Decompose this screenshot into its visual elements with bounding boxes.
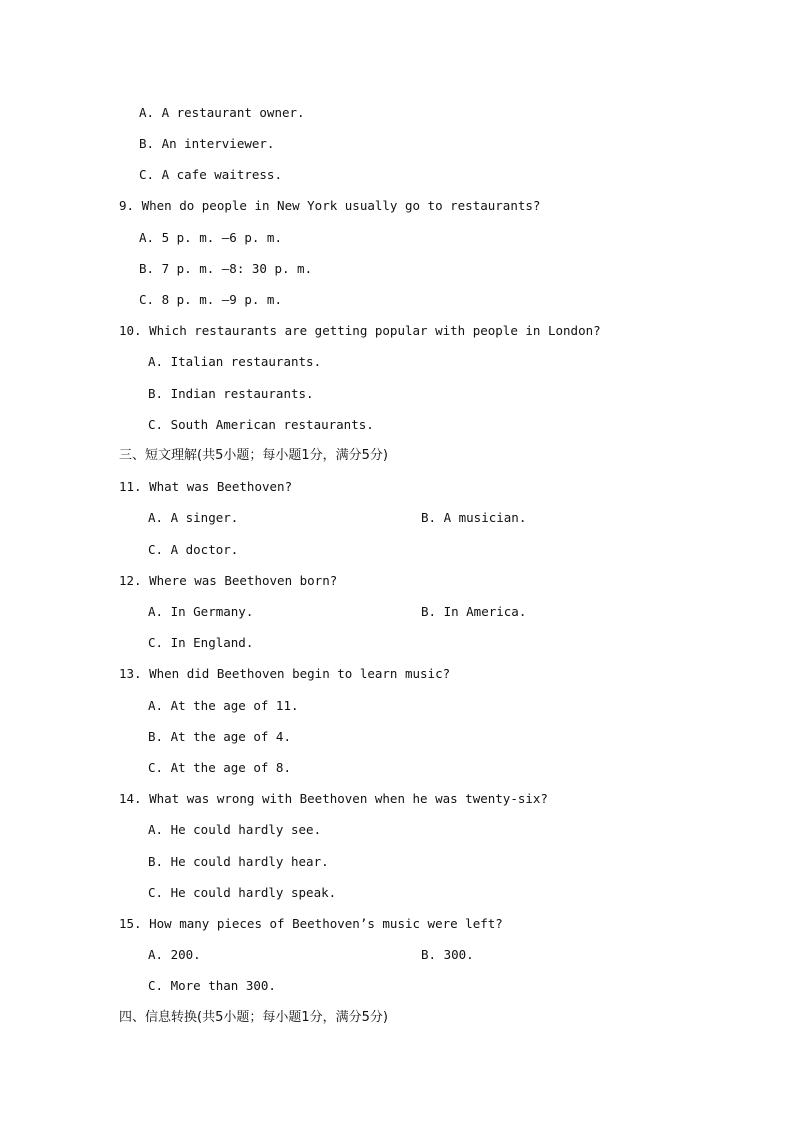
q10-option-a: A. Italian restaurants.	[148, 354, 322, 369]
q8-option-b: B. An interviewer.	[139, 136, 275, 151]
q14-question: 14. What was wrong with Beethoven when he was twenty-six?	[119, 791, 548, 806]
q13-option-a: A. At the age of 11.	[148, 698, 299, 713]
q12-option-c: C. In England.	[148, 635, 254, 650]
q8-option-a: A. A restaurant owner.	[139, 105, 305, 120]
q14-option-a: A. He could hardly see.	[148, 822, 322, 837]
q12-option-b: B. In America.	[421, 604, 527, 619]
q9-option-c: C. 8 p. m. —9 p. m.	[139, 292, 282, 307]
q11-question: 11. What was Beethoven?	[119, 479, 293, 494]
q13-question: 13. When did Beethoven begin to learn music?	[119, 666, 451, 681]
q12-option-a: A. In Germany.	[148, 604, 254, 619]
q10-option-c: C. South American restaurants.	[148, 417, 374, 432]
q9-question: 9. When do people in New York usually go to restaurants?	[119, 198, 541, 213]
q15-question: 15. How many pieces of Beethoven’s music were left?	[119, 916, 503, 931]
q10-question: 10. Which restaurants are getting popular with people in London?	[119, 323, 601, 338]
q13-option-c: C. At the age of 8.	[148, 760, 291, 775]
q11-option-b: B. A musician.	[421, 510, 527, 525]
section-3-heading: 三、短文理解(共5小题；每小题1分，满分5分)	[119, 448, 388, 463]
q14-option-c: C. He could hardly speak.	[148, 885, 337, 900]
q10-option-b: B. Indian restaurants.	[148, 386, 314, 401]
q14-option-b: B. He could hardly hear.	[148, 854, 329, 869]
q8-option-c: C. A cafe waitress.	[139, 167, 282, 182]
q15-option-a: A. 200.	[148, 947, 201, 962]
q11-option-c: C. A doctor.	[148, 542, 239, 557]
q15-option-b: B. 300.	[421, 947, 474, 962]
q11-option-a: A. A singer.	[148, 510, 239, 525]
section-4-heading: 四、信息转换(共5小题；每小题1分，满分5分)	[119, 1010, 388, 1025]
q15-option-c: C. More than 300.	[148, 978, 276, 993]
q13-option-b: B. At the age of 4.	[148, 729, 291, 744]
q9-option-a: A. 5 p. m. —6 p. m.	[139, 230, 282, 245]
q9-option-b: B. 7 p. m. —8: 30 p. m.	[139, 261, 313, 276]
q12-question: 12. Where was Beethoven born?	[119, 573, 338, 588]
